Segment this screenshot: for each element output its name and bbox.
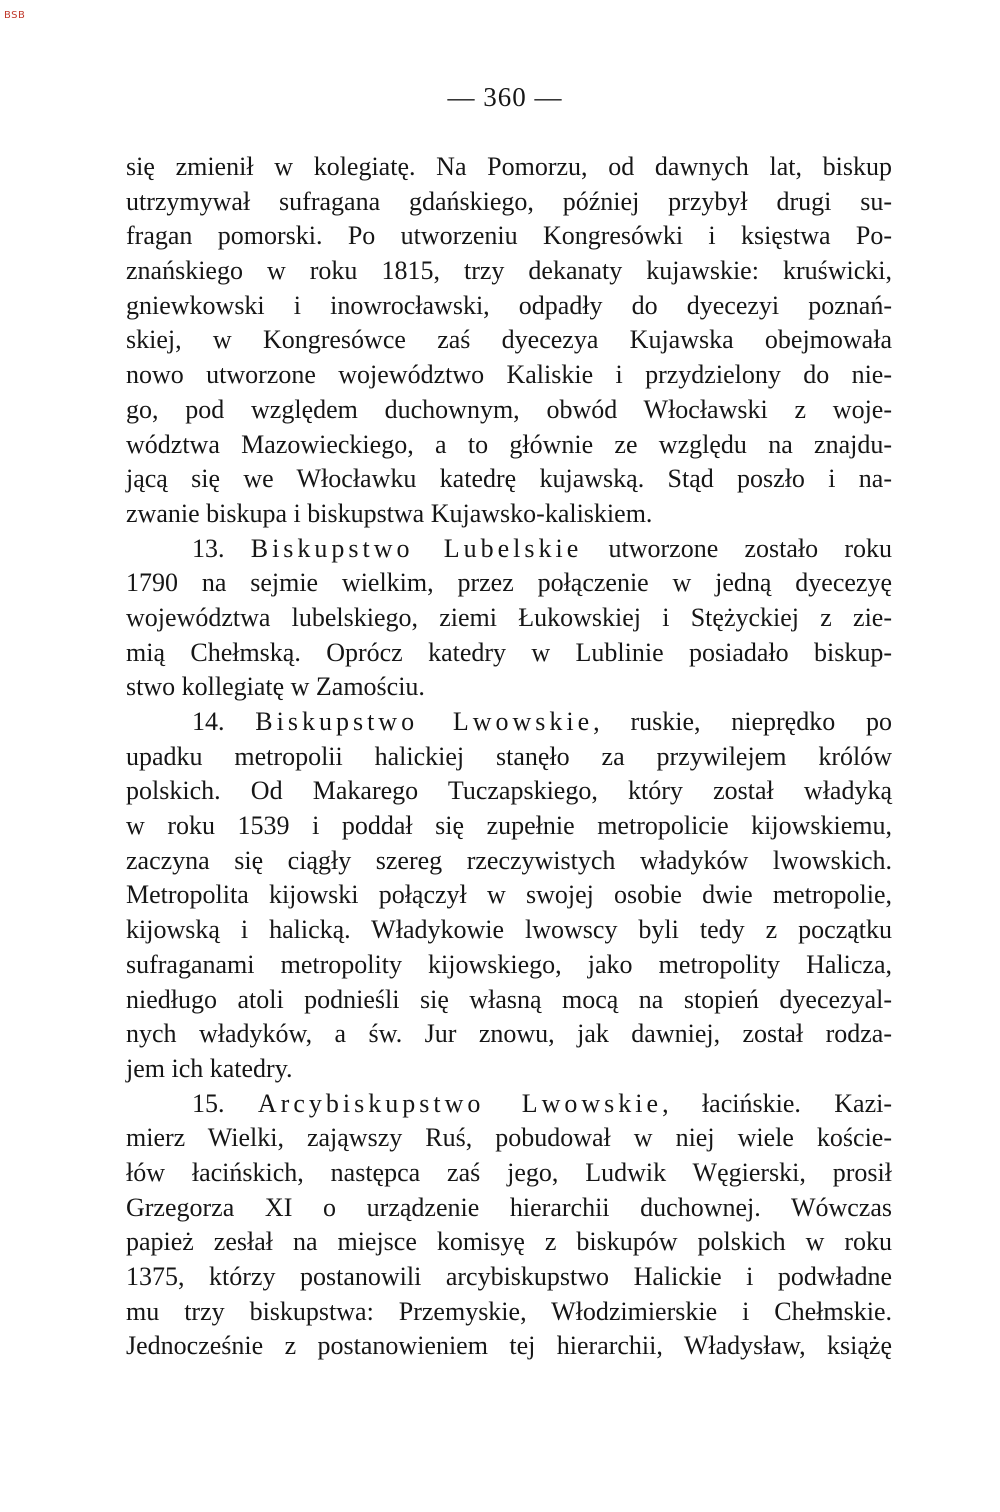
section-number: 15. bbox=[192, 1088, 258, 1118]
text-line bbox=[126, 462, 892, 497]
line-text: polskich. Od Makarego Tuczapskiego, który został władyką bbox=[126, 776, 892, 806]
text-line bbox=[126, 1052, 892, 1087]
text-line bbox=[126, 358, 892, 393]
line-text: Metropolita kijowski połączył w swojej osobie dwie metropolie, bbox=[126, 880, 892, 910]
text-line bbox=[126, 705, 892, 740]
line-text: 1790 na sejmie wielkim, przez połączenie w jedną dyecezyę bbox=[126, 568, 892, 598]
text-line bbox=[126, 809, 892, 844]
line-text: sufraganami metropolity kijowskiego, jako metropolity Halicza, bbox=[126, 949, 892, 979]
line-text: jącą się we Włocławku katedrę kujawską. Stąd poszło i na- bbox=[126, 464, 892, 494]
text-line bbox=[126, 601, 892, 636]
line-text: , ruskie, nieprędko po bbox=[593, 707, 892, 736]
line-text: województwa lubelskiego, ziemi Łukowskiej i Stężyckiej z zie- bbox=[126, 602, 892, 632]
line-text: w roku 1539 i poddał się zupełnie metropolicie kijowskiemu, bbox=[126, 811, 892, 841]
line-text: mierz Wielki, zająwszy Ruś, pobudował w niej wiele koście- bbox=[126, 1123, 892, 1153]
text-line bbox=[126, 636, 892, 671]
text-line bbox=[126, 150, 892, 185]
text-line bbox=[126, 219, 892, 254]
line-text: zaczyna się ciągły szereg rzeczywistych władyków lwowskich. bbox=[126, 845, 892, 875]
section-heading: Biskupstwo Lubelskie bbox=[250, 533, 583, 563]
text-line bbox=[126, 323, 892, 358]
line-text: utrzymywał sufragana gdańskiego, później przybył drugi su- bbox=[126, 186, 892, 216]
text-line bbox=[126, 670, 892, 705]
line-text: , łacińskie. Kazi- bbox=[662, 1088, 892, 1118]
text-line bbox=[126, 1121, 892, 1156]
page-number: — 360 — bbox=[447, 82, 563, 112]
line-text: wództwa Mazowieckiego, a to głównie ze względu na znajdu- bbox=[126, 429, 892, 459]
text-line bbox=[126, 1329, 892, 1364]
text-line bbox=[126, 532, 892, 567]
text-line bbox=[126, 948, 892, 983]
line-text: jem ich katedry. bbox=[126, 1053, 293, 1083]
line-text: kijowską i halicką. Władykowie lwowscy byli tedy z początku bbox=[126, 915, 892, 945]
line-text: skiej, w Kongresówce zaś dyecezya Kujawska obejmowała bbox=[126, 325, 892, 355]
text-line bbox=[126, 566, 892, 601]
line-text: Grzegorza XI o urządzenie hierarchii duchownej. Wówczas bbox=[126, 1192, 892, 1222]
text-line bbox=[126, 774, 892, 809]
line-text: mu trzy biskupstwa: Przemyskie, Włodzimierskie i Chełmskie. bbox=[126, 1296, 892, 1326]
text-line bbox=[126, 878, 892, 913]
line-text: nych władyków, a św. Jur znowu, jak dawniej, został rodza- bbox=[126, 1019, 892, 1049]
line-text: utworzone zostało roku bbox=[582, 533, 893, 563]
text-line bbox=[126, 1225, 892, 1260]
section-number: 13. bbox=[192, 533, 251, 563]
text-line bbox=[126, 740, 892, 775]
line-text: 1375, którzy postanowili arcybiskupstwo Halickie i podwładne bbox=[126, 1262, 892, 1291]
line-text: fragan pomorski. Po utworzeniu Kongresówki i księstwa Po- bbox=[126, 221, 892, 251]
line-text: upadku metropolii halickiej stanęło za przywilejem królów bbox=[126, 741, 892, 771]
line-text: zwanie biskupa i biskupstwa Kujawsko-kaliskiem. bbox=[126, 498, 653, 528]
line-text: stwo kollegiatę w Zamościu. bbox=[126, 672, 425, 702]
line-text: gniewkowski i inowrocławski, odpadły do dyecezyi poznań- bbox=[126, 290, 892, 320]
text-line bbox=[126, 1087, 892, 1122]
line-text: niedługo atoli podnieśli się własną mocą na stopień dyecezyal- bbox=[126, 984, 892, 1014]
text-line bbox=[126, 1260, 892, 1295]
section-heading: Biskupstwo Lwowskie bbox=[255, 707, 594, 736]
text-line bbox=[126, 428, 892, 463]
line-text: go, pod względem duchownym, obwód Włocławski z woje- bbox=[126, 394, 892, 424]
text-line bbox=[126, 1017, 892, 1052]
text-line bbox=[126, 497, 892, 532]
text-line bbox=[126, 393, 892, 428]
line-text: się zmienił w kolegiatę. Na Pomorzu, od dawnych lat, biskup bbox=[126, 152, 892, 181]
line-text: znańskiego w roku 1815, trzy dekanaty kujawskie: kruświcki, bbox=[126, 256, 892, 286]
text-line bbox=[126, 983, 892, 1018]
text-line bbox=[126, 1156, 892, 1191]
section-heading: Arcybiskupstwo Lwowskie bbox=[257, 1088, 663, 1118]
body-text bbox=[126, 150, 892, 1364]
text-line bbox=[126, 185, 892, 220]
text-line bbox=[126, 289, 892, 324]
section-number: 14. bbox=[192, 707, 256, 736]
line-text: nowo utworzone województwo Kaliskie i przydzielony do nie- bbox=[126, 360, 892, 390]
text-line bbox=[126, 1295, 892, 1330]
line-text: Jednocześnie z postanowieniem tej hierarchii, Władysław, książę bbox=[126, 1331, 892, 1361]
library-stamp: BSB bbox=[4, 10, 26, 21]
line-text: mią Chełmską. Oprócz katedry w Lublinie posiadało biskup- bbox=[126, 637, 892, 667]
text-line bbox=[126, 254, 892, 289]
text-line bbox=[126, 844, 892, 879]
text-line bbox=[126, 1191, 892, 1226]
text-line bbox=[126, 913, 892, 948]
line-text: papież zesłał na miejsce komisyę z biskupów polskich w roku bbox=[126, 1227, 892, 1257]
line-text: łów łacińskich, następca zaś jego, Ludwik Węgierski, prosił bbox=[126, 1157, 892, 1187]
